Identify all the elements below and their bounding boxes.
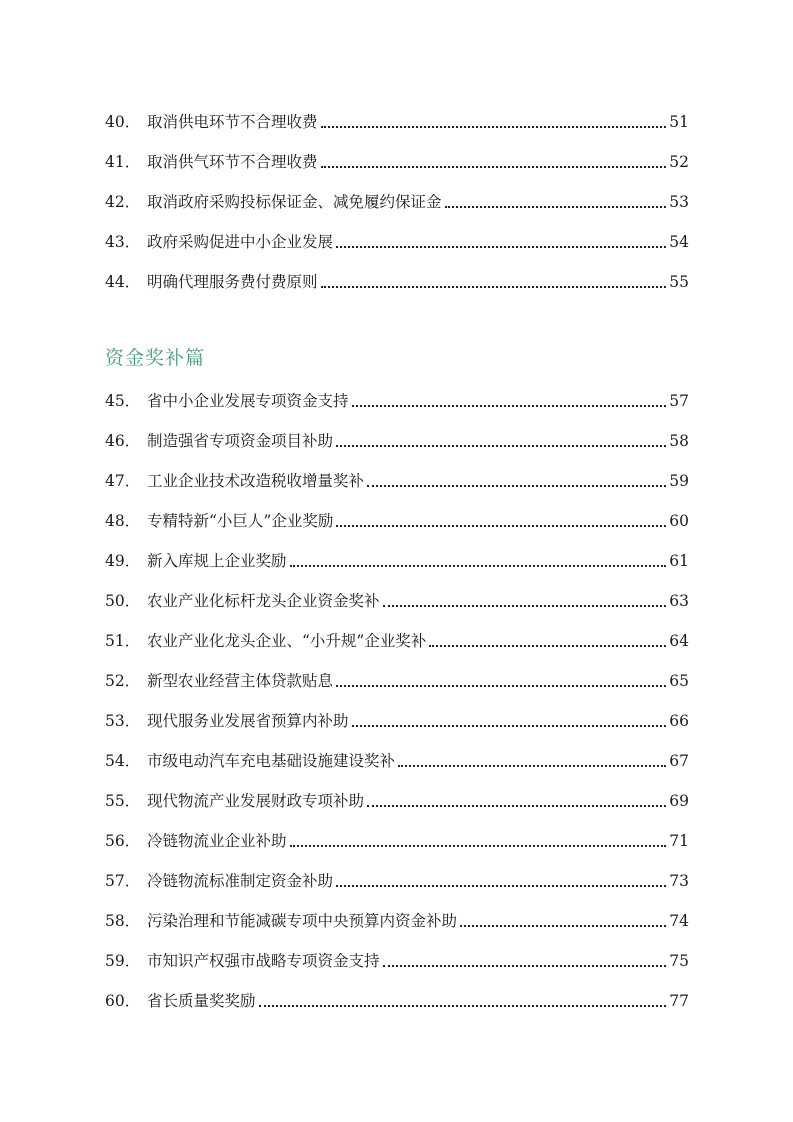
toc-entry-page: 66 [669,712,689,730]
dot-leader [336,444,666,447]
toc-entry[interactable] [105,172,689,212]
dot-leader [321,125,667,128]
toc-entry[interactable] [105,212,689,252]
toc-entry-number: 54． [105,752,141,770]
toc-entry[interactable] [105,771,689,811]
toc-entry[interactable] [105,851,689,891]
dot-leader [259,1004,667,1007]
dot-leader [352,724,667,727]
dot-leader [383,964,667,967]
toc-entry-title: 市级电动汽车充电基础设施建设奖补 [147,752,396,770]
toc-entry-page: 71 [669,832,689,850]
toc-entry-number: 43． [105,233,141,251]
dot-leader [336,524,666,527]
toc-entry-page: 75 [669,952,689,970]
toc-entry-title: 新型农业经营主体贷款贴息 [147,672,334,690]
toc-entry-page: 64 [669,632,689,650]
toc-entry-title: 污染治理和节能减碳专项中央预算内资金补助 [147,912,458,930]
toc-entry[interactable] [105,811,689,851]
toc-entry[interactable] [105,891,689,931]
toc-entry-number: 48． [105,512,141,530]
dot-leader [290,844,667,847]
toc-entry-page: 65 [669,672,689,690]
toc-entry[interactable] [105,731,689,771]
toc-entry-title: 冷链物流标准制定资金补助 [147,872,334,890]
dot-leader [321,285,667,288]
toc-entry-page: 69 [669,792,689,810]
toc-entry-title: 政府采购促进中小企业发展 [147,233,334,251]
toc-entry-title: 农业产业化标杆龙头企业资金奖补 [147,592,380,610]
toc-entry-title: 制造强省专项资金项目补助 [147,432,334,450]
toc-entry-page: 61 [669,552,689,570]
dot-leader [367,804,666,807]
toc-entry-title: 明确代理服务费付费原则 [147,273,318,291]
toc-entry[interactable] [105,252,689,292]
dot-leader [336,884,666,887]
toc-entry-title: 市知识产权强市战略专项资金支持 [147,952,380,970]
toc-entry-page: 63 [669,592,689,610]
toc-entry-page: 52 [669,153,689,171]
toc-entry-number: 55． [105,792,141,810]
dot-leader [429,644,666,647]
toc-entry-title: 取消供电环节不合理收费 [147,113,318,131]
toc-entry-title: 工业企业技术改造税收增量奖补 [147,472,365,490]
toc-entry-page: 57 [669,392,689,410]
toc-entry[interactable] [105,691,689,731]
dot-leader [445,205,667,208]
toc-entry-title: 农业产业化龙头企业、“小升规”企业奖补 [147,632,427,650]
toc-entry-number: 45． [105,392,141,410]
toc-entry-page: 74 [669,912,689,930]
toc-entry[interactable] [105,451,689,491]
toc-entry-number: 42． [105,193,141,211]
dot-leader [352,404,667,407]
toc-entry-title: 现代服务业发展省预算内补助 [147,712,349,730]
toc-entry-number: 47． [105,472,141,490]
toc-entry-number: 52． [105,672,141,690]
toc-entry[interactable] [105,931,689,971]
toc-entry-number: 50． [105,592,141,610]
toc-entry-page: 60 [669,512,689,530]
toc-entry[interactable] [105,531,689,571]
toc-entry[interactable] [105,971,689,1011]
toc-entry-title: 取消政府采购投标保证金、减免履约保证金 [147,193,442,211]
toc-entry[interactable] [105,132,689,172]
toc-entry[interactable] [105,92,689,132]
dot-leader [321,165,667,168]
toc-entry-title: 新入库规上企业奖励 [147,552,287,570]
dot-leader [398,764,666,767]
toc-entry-number: 53． [105,712,141,730]
toc-entry-title: 省中小企业发展专项资金支持 [147,392,349,410]
toc-entry-title: 取消供气环节不合理收费 [147,153,318,171]
toc-entry-page: 51 [669,113,689,131]
toc-entry-number: 49． [105,552,141,570]
toc-entry-page: 77 [669,992,689,1010]
toc-entry-title: 冷链物流业企业补助 [147,832,287,850]
toc-entry-number: 60． [105,992,141,1010]
dot-leader [367,484,666,487]
toc-entry-title: 专精特新“小巨人”企业奖励 [147,512,334,530]
toc-entry[interactable] [105,651,689,691]
dot-leader [336,245,666,248]
toc-entry-title: 现代物流产业发展财政专项补助 [147,792,365,810]
toc-list-group-2 [105,371,689,1011]
toc-entry-title: 省长质量奖奖励 [147,992,256,1010]
toc-entry-number: 46． [105,432,141,450]
toc-entry-number: 59． [105,952,141,970]
toc-entry[interactable] [105,611,689,651]
toc-entry-page: 55 [669,273,689,291]
toc-entry-number: 51． [105,632,141,650]
toc-entry-page: 58 [669,432,689,450]
toc-entry-number: 56． [105,832,141,850]
dot-leader [460,924,666,927]
toc-entry-number: 44． [105,273,141,291]
toc-entry[interactable] [105,571,689,611]
toc-entry-page: 53 [669,193,689,211]
toc-entry-page: 59 [669,472,689,490]
toc-entry[interactable] [105,371,689,411]
toc-entry-number: 41． [105,153,141,171]
dot-leader [336,684,666,687]
toc-list-group-1 [105,92,689,292]
toc-entry-number: 40． [105,113,141,131]
toc-entry[interactable] [105,491,689,531]
section-heading: 资金奖补篇 [105,347,206,369]
dot-leader [290,564,667,567]
toc-entry-page: 73 [669,872,689,890]
toc-entry-number: 57． [105,872,141,890]
toc-entry-page: 67 [669,752,689,770]
toc-entry-page: 54 [669,233,689,251]
dot-leader [383,604,667,607]
toc-entry-number: 58． [105,912,141,930]
toc-entry[interactable] [105,411,689,451]
